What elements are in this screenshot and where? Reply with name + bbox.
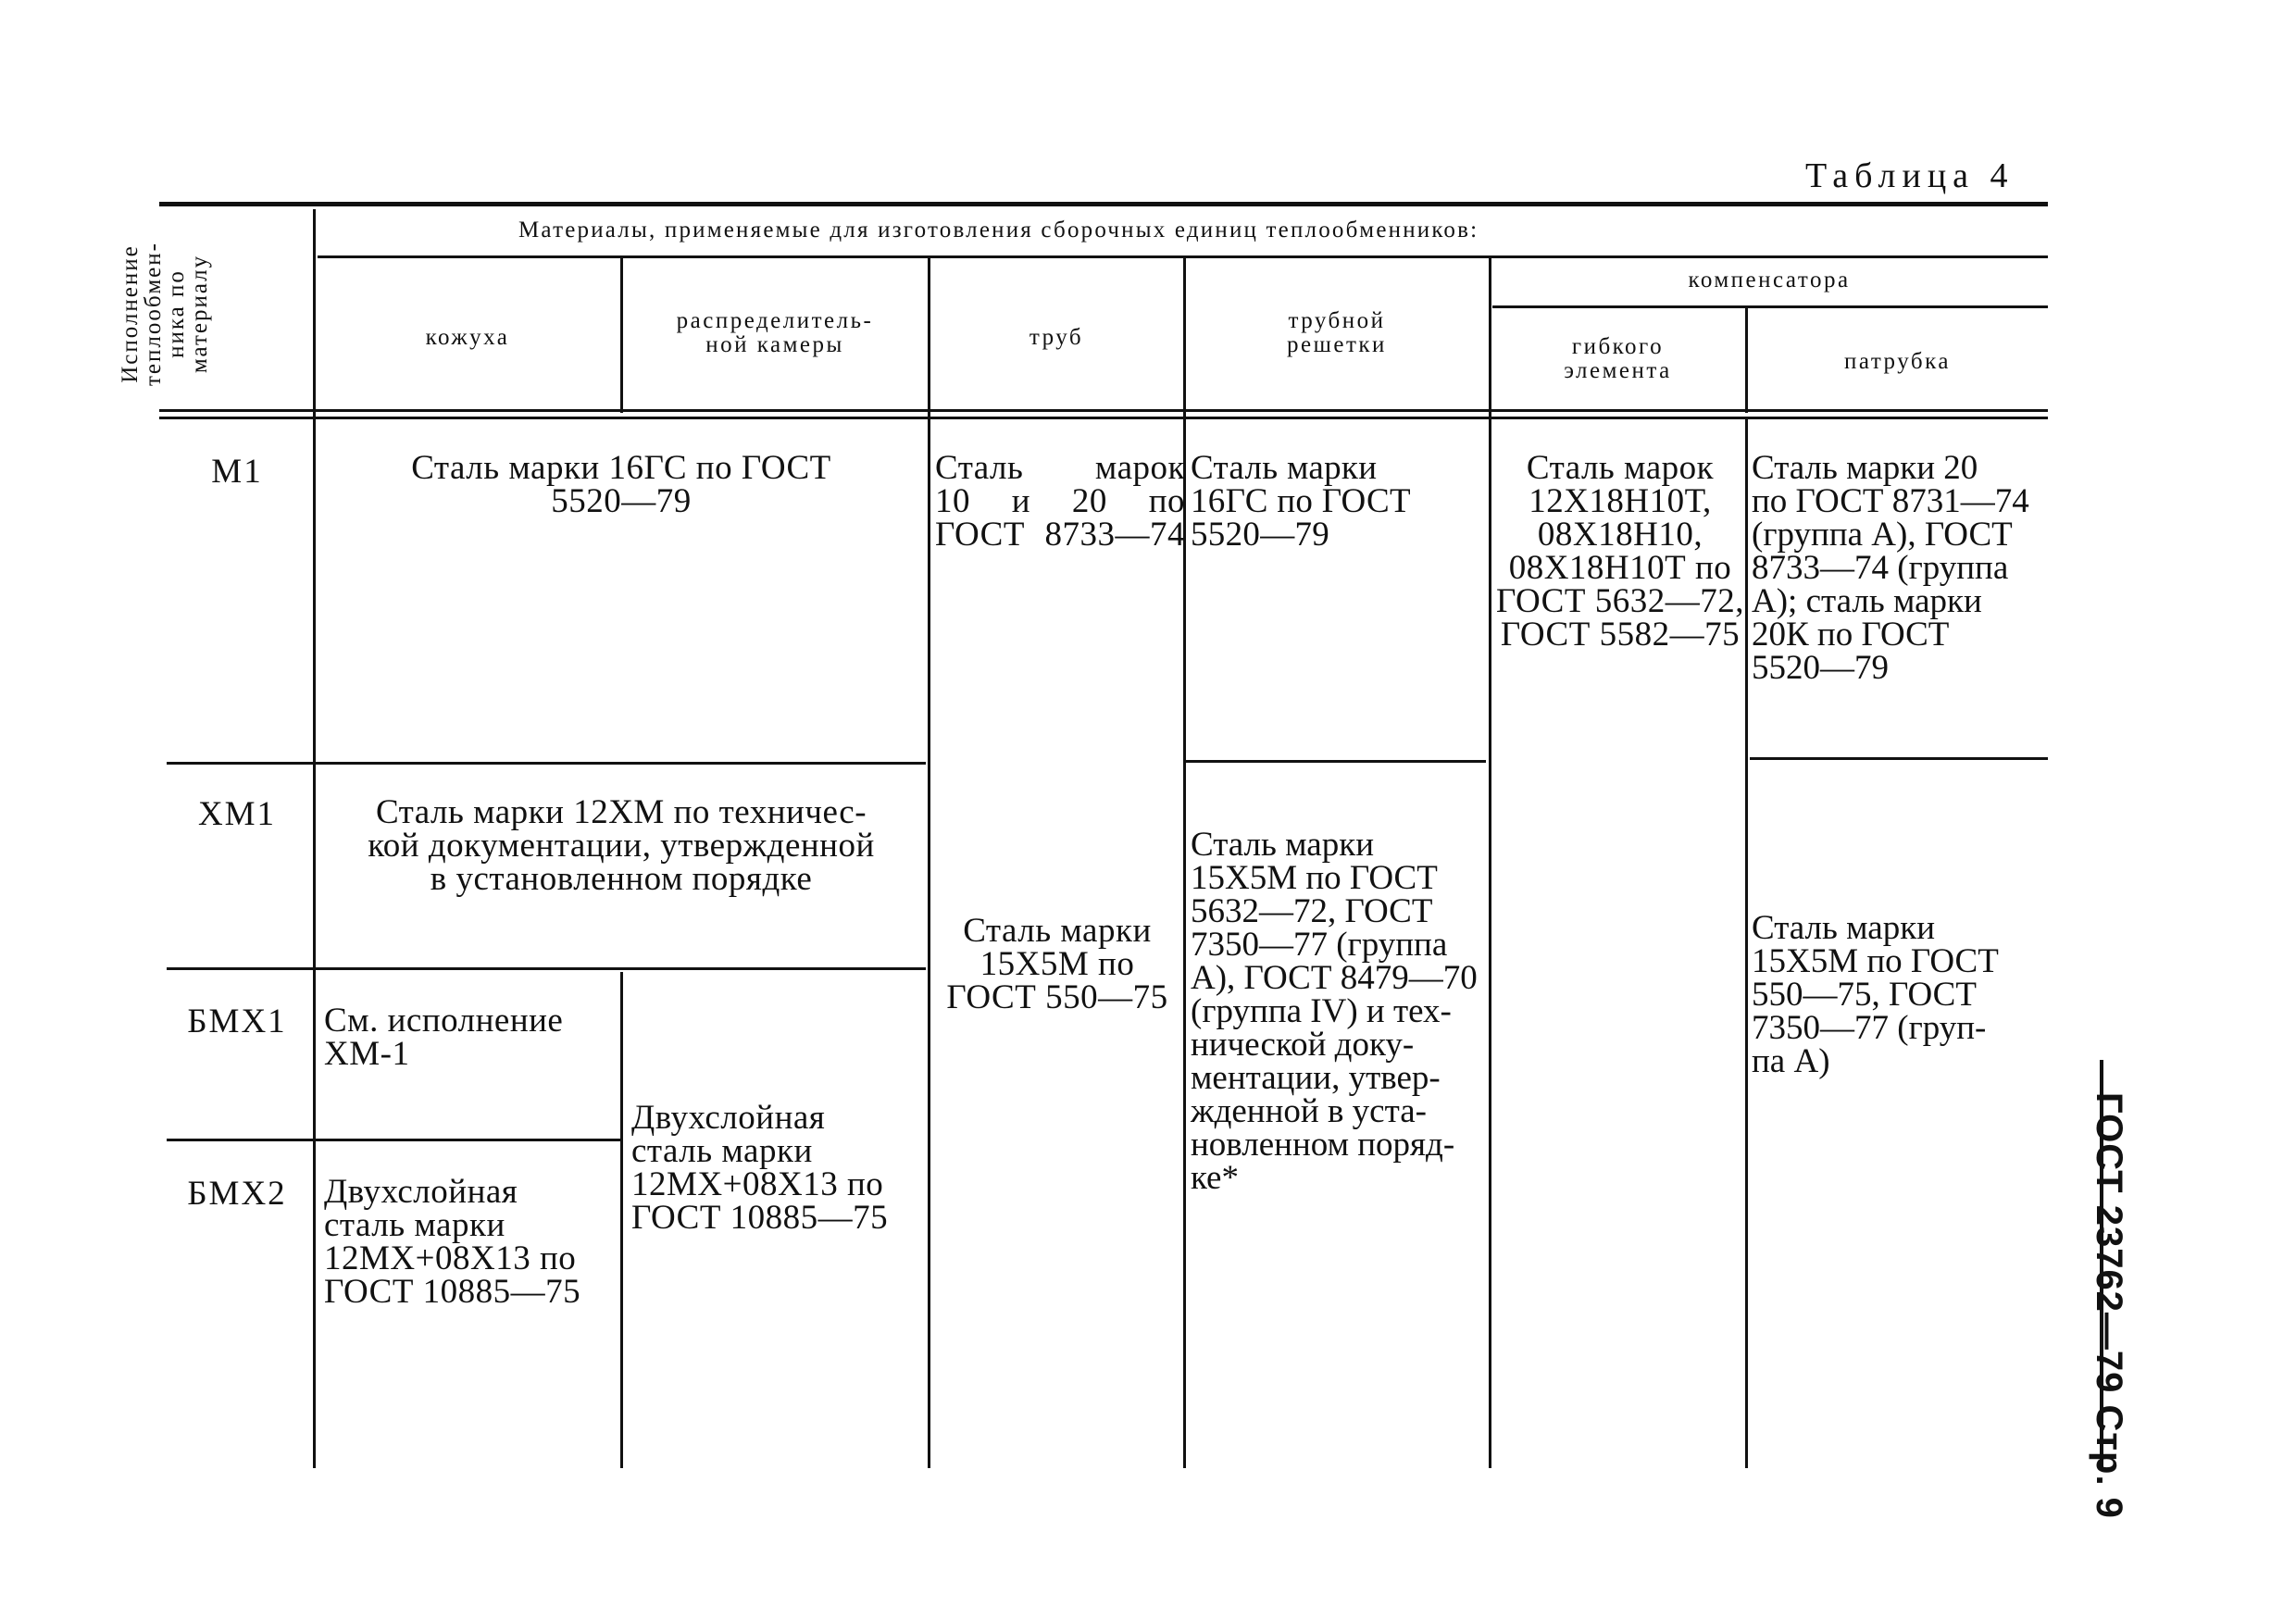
col-rule-tube-sheet [1489,257,1491,1468]
col-rule-chamber [928,257,930,1468]
col-rule-execution [313,209,316,1468]
header-bottom-rule-1 [159,409,2048,412]
materials-title: Материалы, применяемые для изготовления сборочных единиц теплообменников: [518,218,1479,243]
header-compensator-divider [1492,305,2048,308]
tube-sheet-divider [1185,760,1486,763]
shared-tube-sheet-cell: Сталь марки 15Х5М по ГОСТ 5632—72, ГОСТ 7350—77 (группа А), ГОСТ 8479—70 (группа IV) и тех- нической доку- ментации, утвер- жденной в уста- новленном поряд- ке* [1191,826,1478,1197]
tube-sheet-header: трубной решетки [1287,308,1387,357]
row-divider-bmx1-bmx2 [167,1139,620,1141]
row-label-m1: М1 [211,453,263,491]
shared-nozzle-cell: Сталь марки 15Х5М по ГОСТ 550—75, ГОСТ 7350—77 (груп- па А) [1752,909,1999,1080]
m1-tube-sheet-cell: Сталь марки 16ГС по ГОСТ 5520—79 [1191,449,1411,554]
row-divider-m1-xm1 [167,762,926,765]
flexible-element-header: гибкого элемента [1564,334,1672,383]
bimetal-chamber-cell: Двухслойная сталь марки 12МХ+08Х13 по ГОСТ 10885—75 [631,1099,889,1237]
col-rule-tubes [1183,257,1186,1468]
compensator-header: компенсатора [1688,268,1851,293]
header-bottom-rule-2 [159,417,2048,419]
row-divider-xm1-bmx1 [167,967,926,970]
row-label-bmx1: БМХ1 [187,1003,287,1040]
distribution-chamber-header: распределитель- ной камеры [676,308,874,357]
tubes-header: труб [1029,325,1084,350]
shared-tubes-cell: Сталь марки 15Х5М по ГОСТ 550—75 [946,912,1168,1016]
shell-header: кожуха [425,325,510,350]
m1-flexible-element-cell: Сталь марок 12Х18Н10Т, 08Х18Н10, 08Х18Н10Т по ГОСТ 5632—72, ГОСТ 5582—75 [1496,449,1744,654]
table-caption: Таблица 4 [1805,156,2015,195]
row-label-xm1: ХМ1 [197,795,277,833]
table-top-rule [159,202,2048,206]
row-label-bmx2: БМХ2 [187,1175,287,1213]
m1-shell-chamber-cell: Сталь марки 16ГС по ГОСТ 5520—79 [411,449,831,520]
bmx1-shell-cell: См. исполнение ХМ-1 [324,1002,564,1073]
xm1-shell-chamber-cell: Сталь марки 12ХМ по техничес- кой документации, утвержденной в установленном порядке [368,793,875,898]
bmx2-shell-cell: Двухслойная сталь марки 12МХ+08Х13 по ГОСТ 10885—75 [324,1173,581,1311]
nozzle-header: патрубка [1844,349,1951,374]
col-rule-flexible-lower [1745,419,1748,1468]
document-page: Таблица 4 Исполнение теплообмен- ника по материалу Материалы, применяемые для изготовления сборочных единиц теплообменников: кожуха распределитель- ной камеры труб трубной решетки компенсатора гибкого элемента патрубка М1 ХМ1 БМХ1 БМХ2 Сталь марки 16ГС по ГОСТ 5520—79 Сталь марок 10 и 20 по ГОСТ 8733—74 Сталь марки 16ГС по ГОСТ 5520—79 Сталь марок 12Х18Н10Т, 08Х18Н10, 08Х18Н10Т по ГОСТ 5632—72, ГОСТ 5582—75 Сталь марки 20 по ГОСТ 8731—74 (группа А), ГОСТ 8733—74 (группа А); сталь марки 20К по ГОСТ 5520—79 Сталь марки 12ХМ по техничес- кой документации, утвержденной в установленном порядке Сталь марки 15Х5М по ГОСТ 550—75 Сталь марки 15Х5М по ГОСТ 5632—72, ГОСТ 7350—77 (группа А), ГОСТ 8479—70 (группа IV) и тех- нической доку- ментации, утвер- жденной в уста- новленном поряд- ке* Сталь марки 15Х5М по ГОСТ 550—75, ГОСТ 7350—77 (груп- па А) См. исполнение ХМ-1 Двухслойная сталь марки 12МХ+08Х13 по ГОСТ 10885—75 Двухслойная сталь марки 12МХ+08Х13 по ГОСТ 10885—75 ГОСТ 23762—79 Стр. 9 [118,156,2129,1519]
m1-tubes-cell: Сталь марок 10 и 20 по ГОСТ 8733—74 [935,449,1185,554]
col-rule-shell-lower [620,972,623,1468]
m1-nozzle-cell: Сталь марки 20 по ГОСТ 8731—74 (группа А), ГОСТ 8733—74 (группа А); сталь марки 20К по ГОСТ 5520—79 [1752,449,2029,687]
gost-page-label: ГОСТ 23762—79 Стр. 9 [2089,1092,2129,1519]
nozzle-divider [1750,757,2048,760]
